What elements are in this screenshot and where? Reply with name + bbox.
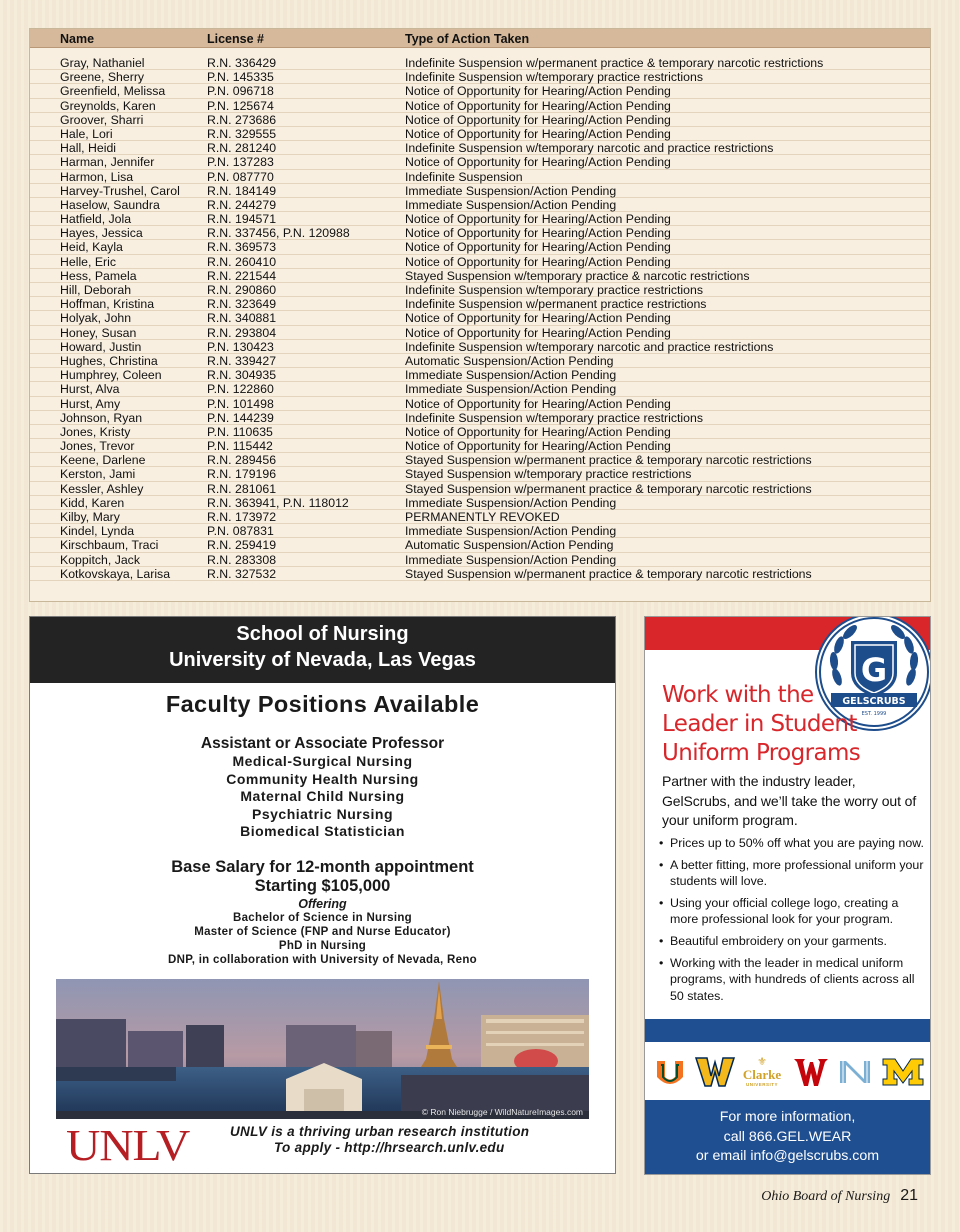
action-taken: Immediate Suspension/Action Pending (405, 197, 617, 212)
degree: Bachelor of Science in Nursing (233, 912, 412, 924)
bullet-icon: • (659, 836, 664, 850)
table-row (30, 567, 930, 581)
gelscrubs-blue-stripe (645, 1019, 930, 1042)
action-taken: Immediate Suspension/Action Pending (405, 183, 617, 198)
action-taken: Notice of Opportunity for Hearing/Action Pending (405, 226, 671, 241)
license-number: R.N. 340881 (207, 311, 277, 326)
benefit-item (659, 857, 925, 890)
license-number: R.N. 363941, P.N. 118012 (207, 495, 349, 510)
las-vegas-skyline-photo (56, 979, 589, 1119)
action-taken: Stayed Suspension w/temporary practice & narcotic restrictions (405, 268, 750, 283)
degree: DNP, in collaboration with University of Nevada, Reno (168, 954, 477, 966)
table-row (30, 127, 930, 141)
gelscrubs-contact (645, 1100, 930, 1175)
table-row (30, 84, 930, 98)
action-taken: Notice of Opportunity for Hearing/Action Pending (405, 424, 671, 439)
table-row (30, 155, 930, 169)
table-row (30, 340, 930, 354)
table-row (30, 467, 930, 481)
table-row (30, 425, 930, 439)
specialty: Medical-Surgical Nursing (232, 753, 413, 769)
table-row (30, 70, 930, 84)
action-taken: Immediate Suspension/Action Pending (405, 552, 617, 567)
licensee-name: Hatfield, Jola (60, 212, 132, 227)
wisconsin-logo-icon (793, 1054, 829, 1090)
clarke-logo (739, 1054, 785, 1090)
gelscrubs-benefits-list (659, 835, 925, 1010)
license-number: R.N. 179196 (207, 467, 277, 482)
benefit-item (659, 933, 925, 949)
table-row (30, 411, 930, 425)
license-number: R.N. 244279 (207, 197, 277, 212)
license-number: R.N. 293804 (207, 325, 277, 340)
licensee-name: Helle, Eric (60, 254, 117, 269)
table-row (30, 553, 930, 567)
license-number: P.N. 145335 (207, 70, 274, 85)
action-taken: Indefinite Suspension w/permanent practice & temporary narcotic restrictions (405, 56, 824, 70)
unlv-offering-label: Offering (298, 897, 347, 911)
action-taken: Immediate Suspension/Action Pending (405, 368, 617, 383)
licensee-name: Kotkovskaya, Larisa (60, 566, 171, 581)
licensee-name: Hurst, Alva (60, 382, 120, 397)
licensee-name: Honey, Susan (60, 325, 137, 340)
gelscrubs-intro: Partner with the industry leader, GelScrubs, and we’ll take the worry out of your uniform program. (662, 773, 917, 828)
table-row (30, 397, 930, 411)
licensee-name: Hess, Pamela (60, 268, 137, 283)
licensee-name: Jones, Kristy (60, 424, 131, 439)
license-number: P.N. 096718 (207, 84, 274, 99)
unlv-tagline: UNLV is a thriving urban research institution (230, 1124, 530, 1139)
unlv-specialties (30, 753, 615, 841)
license-number: R.N. 281061 (207, 481, 277, 496)
licensee-name: Harmon, Lisa (60, 169, 134, 184)
page-number: 21 (900, 1187, 918, 1204)
gelscrubs-title-line: Work with the (662, 682, 814, 708)
table-row (30, 212, 930, 226)
licensee-name: Hayes, Jessica (60, 226, 143, 241)
license-number: R.N. 339427 (207, 353, 277, 368)
license-number: P.N. 087831 (207, 524, 274, 539)
clarke-crest-icon: ⚜ (757, 1055, 767, 1068)
action-taken: Indefinite Suspension w/temporary practice restrictions (405, 410, 703, 425)
miami-u-logo-icon (653, 1054, 687, 1090)
table-row (30, 482, 930, 496)
table-row (30, 184, 930, 198)
header-license: License # (207, 32, 264, 46)
action-taken: Indefinite Suspension (405, 169, 523, 184)
license-number: R.N. 259419 (207, 538, 277, 553)
publication-name: Ohio Board of Nursing (761, 1189, 891, 1204)
action-taken: Notice of Opportunity for Hearing/Action Pending (405, 254, 671, 269)
unlv-headline: Faculty Positions Available (165, 691, 480, 717)
action-taken: Automatic Suspension/Action Pending (405, 353, 614, 368)
table-row (30, 283, 930, 297)
table-body (30, 56, 930, 581)
licensee-name: Johnson, Ryan (60, 410, 143, 425)
action-taken: Notice of Opportunity for Hearing/Action Pending (405, 212, 671, 227)
licensee-name: Harvey-Trushel, Carol (60, 183, 180, 198)
license-number: R.N. 283308 (207, 552, 277, 567)
licensee-name: Holyak, John (60, 311, 132, 326)
benefit-text: Using your official college logo, creating a more professional look for your program. (670, 896, 899, 927)
action-taken: Indefinite Suspension w/temporary narcotic and practice restrictions (405, 141, 774, 156)
table-row (30, 56, 930, 70)
license-number: P.N. 130423 (207, 339, 274, 354)
licensee-name: Kessler, Ashley (60, 481, 144, 496)
license-number: R.N. 369573 (207, 240, 277, 255)
table-row (30, 496, 930, 510)
unlv-salary-line: Base Salary for 12-month appointment (171, 858, 474, 876)
unlv-degrees (30, 911, 615, 967)
unlv-rank: Assistant or Associate Professor (200, 735, 445, 752)
discipline-table (29, 28, 931, 602)
action-taken: Stayed Suspension w/permanent practice & temporary narcotic restrictions (405, 453, 812, 468)
gelscrubs-badge-letter: G (860, 651, 888, 689)
clarke-name: Clarke (742, 1066, 782, 1082)
action-taken: Immediate Suspension/Action Pending (405, 382, 617, 397)
action-taken: Immediate Suspension/Action Pending (405, 495, 617, 510)
license-number: R.N. 337456, P.N. 120988 (207, 226, 350, 241)
licensee-name: Hurst, Amy (60, 396, 121, 411)
action-taken: Indefinite Suspension w/temporary practice restrictions (405, 283, 703, 297)
action-taken: Notice of Opportunity for Hearing/Action Pending (405, 325, 671, 340)
page-footer (761, 1187, 918, 1205)
action-taken: Notice of Opportunity for Hearing/Action Pending (405, 84, 671, 99)
licensee-name: Greene, Sherry (60, 70, 145, 85)
licensee-name: Harman, Jennifer (60, 155, 155, 170)
unlv-header (30, 617, 615, 683)
action-taken: Notice of Opportunity for Hearing/Action Pending (405, 112, 671, 127)
licensee-name: Koppitch, Jack (60, 552, 140, 567)
license-number: R.N. 329555 (207, 126, 277, 141)
license-number: R.N. 323649 (207, 297, 277, 312)
license-number: R.N. 273686 (207, 112, 277, 127)
specialty: Maternal Child Nursing (240, 788, 405, 804)
table-row (30, 311, 930, 325)
license-number: R.N. 260410 (207, 254, 277, 269)
licensee-name: Kerston, Jami (60, 467, 136, 482)
college-logos-row (645, 1042, 930, 1100)
licensee-name: Kirschbaum, Traci (60, 538, 159, 553)
licensee-name: Hoffman, Kristina (60, 297, 155, 312)
license-number: R.N. 184149 (207, 183, 277, 198)
skyline-illustration (56, 979, 589, 1119)
table-row (30, 99, 930, 113)
license-number: P.N. 087770 (207, 169, 274, 184)
licensee-name: Kidd, Karen (60, 495, 125, 510)
gelscrubs-title-line: Uniform Programs (662, 740, 861, 766)
action-taken: Notice of Opportunity for Hearing/Action Pending (405, 240, 671, 255)
clarke-sub: UNIVERSITY (745, 1081, 778, 1087)
table-row (30, 269, 930, 283)
photo-credit: © Ron Niebrugge / WildNatureImages.com (421, 1107, 583, 1117)
benefit-text: Beautiful embroidery on your garments. (670, 934, 887, 949)
licensee-name: Jones, Trevor (60, 439, 135, 454)
specialty: Psychiatric Nursing (252, 805, 393, 822)
action-taken: Notice of Opportunity for Hearing/Action Pending (405, 439, 671, 454)
action-taken: Indefinite Suspension w/temporary narcotic and practice restrictions (405, 339, 774, 354)
bullet-icon: • (659, 934, 664, 949)
license-number: R.N. 336429 (207, 56, 277, 70)
licensee-name: Keene, Darlene (60, 453, 146, 468)
table-row (30, 354, 930, 368)
license-number: R.N. 289456 (207, 453, 277, 468)
licensee-name: Kindel, Lynda (60, 524, 135, 539)
license-number: P.N. 101498 (207, 396, 274, 411)
license-number: P.N. 144239 (207, 410, 274, 425)
action-taken: Notice of Opportunity for Hearing/Action Pending (405, 98, 671, 113)
unlv-logo: UNLV (66, 1121, 190, 1170)
unlv-school-name: School of Nursing (236, 623, 409, 645)
bullet-icon: • (659, 956, 664, 971)
licensee-name: Hughes, Christina (60, 353, 158, 368)
gelscrubs-title (662, 681, 922, 768)
license-number: R.N. 304935 (207, 368, 277, 383)
action-taken: Automatic Suspension/Action Pending (405, 538, 614, 553)
contact-email[interactable]: or email info@gelscrubs.com (695, 1148, 880, 1164)
license-number: R.N. 221544 (207, 268, 277, 283)
benefit-item (659, 955, 925, 1004)
table-row (30, 524, 930, 538)
action-taken: Notice of Opportunity for Hearing/Action Pending (405, 311, 671, 326)
unc-logo-icon (837, 1054, 873, 1090)
licensee-name: Hill, Deborah (60, 283, 132, 297)
action-taken: Stayed Suspension w/permanent practice & temporary narcotic restrictions (405, 481, 812, 496)
licensee-name: Greenfield, Melissa (60, 84, 166, 99)
benefit-text: Prices up to 50% off what you are paying now. (670, 836, 924, 850)
action-taken: Immediate Suspension/Action Pending (405, 524, 617, 539)
licensee-name: Heid, Kayla (60, 240, 123, 255)
action-taken: Indefinite Suspension w/permanent practice restrictions (405, 297, 707, 312)
table-row (30, 453, 930, 467)
license-number: R.N. 290860 (207, 283, 277, 297)
action-taken: Notice of Opportunity for Hearing/Action Pending (405, 396, 671, 411)
michigan-logo-icon (881, 1054, 925, 1090)
licensee-name: Hall, Heidi (60, 141, 117, 156)
benefit-text: Working with the leader in medical uniform programs, with hundreds of clients across all 50 states. (670, 956, 915, 1003)
table-row (30, 382, 930, 396)
action-taken: Notice of Opportunity for Hearing/Action Pending (405, 126, 671, 141)
benefit-item (659, 895, 925, 928)
licensee-name: Hale, Lori (60, 126, 113, 141)
table-row (30, 326, 930, 340)
license-number: P.N. 110635 (207, 424, 273, 439)
action-taken: Indefinite Suspension w/temporary practice restrictions (405, 70, 703, 85)
table-row (30, 198, 930, 212)
license-number: R.N. 194571 (207, 212, 277, 227)
licensee-name: Haselow, Saundra (60, 197, 160, 212)
benefit-text: A better fitting, more professional uniform your students will love. (670, 857, 924, 889)
license-number: R.N. 327532 (207, 566, 277, 581)
table-row (30, 170, 930, 184)
table-row (30, 255, 930, 269)
licensee-name: Groover, Sharri (60, 112, 144, 127)
gelscrubs-badge-est: EST. 1999 (861, 711, 887, 717)
table-row (30, 439, 930, 453)
contact-line: For more information, (719, 1109, 856, 1125)
table-row (30, 510, 930, 524)
licensee-name: Gray, Nathaniel (60, 56, 145, 70)
license-number: P.N. 122860 (207, 382, 274, 397)
table-row (30, 113, 930, 127)
gelscrubs-badge-name: GELSCRUBS (842, 696, 906, 707)
bullet-icon: • (659, 896, 664, 911)
license-number: P.N. 137283 (207, 155, 274, 170)
action-taken: Stayed Suspension w/temporary practice restrictions (405, 467, 692, 482)
table-row (30, 240, 930, 254)
gelscrubs-title-line: Leader in Student (662, 711, 857, 737)
licensee-name: Kilby, Mary (60, 510, 120, 524)
gelscrubs-ad (644, 616, 931, 1175)
unlv-salary-amount: Starting $105,000 (254, 877, 391, 895)
table-row (30, 368, 930, 382)
specialty: Biomedical Statistician (240, 823, 405, 839)
unlv-faculty-ad (29, 616, 616, 1174)
license-number: R.N. 281240 (207, 141, 277, 156)
license-number: P.N. 125674 (207, 98, 274, 113)
license-number: R.N. 173972 (207, 510, 277, 524)
degree: Master of Science (FNP and Nurse Educator) (194, 926, 451, 938)
degree: PhD in Nursing (278, 940, 367, 952)
action-taken: Notice of Opportunity for Hearing/Action Pending (405, 155, 671, 170)
action-taken: PERMANENTLY REVOKED (405, 510, 560, 524)
table-header (30, 29, 930, 48)
west-virginia-logo-icon (695, 1054, 735, 1090)
contact-phone[interactable]: call 866.GEL.WEAR (723, 1128, 852, 1145)
unlv-university-name: University of Nevada, Las Vegas (169, 649, 476, 671)
benefit-item (659, 835, 925, 851)
header-action: Type of Action Taken (405, 32, 530, 46)
specialty: Community Health Nursing (226, 770, 419, 787)
unlv-apply-link[interactable]: To apply - http://hrsearch.unlv.edu (274, 1140, 505, 1155)
header-name: Name (60, 32, 95, 46)
action-taken: Stayed Suspension w/permanent practice & temporary narcotic restrictions (405, 566, 812, 581)
licensee-name: Humphrey, Coleen (60, 368, 162, 383)
bullet-icon: • (659, 857, 664, 872)
licensee-name: Howard, Justin (60, 339, 142, 354)
table-row (30, 141, 930, 155)
table-row (30, 297, 930, 311)
table-row (30, 226, 930, 240)
license-number: P.N. 115442 (207, 439, 273, 454)
table-row (30, 538, 930, 552)
licensee-name: Greynolds, Karen (60, 98, 156, 113)
